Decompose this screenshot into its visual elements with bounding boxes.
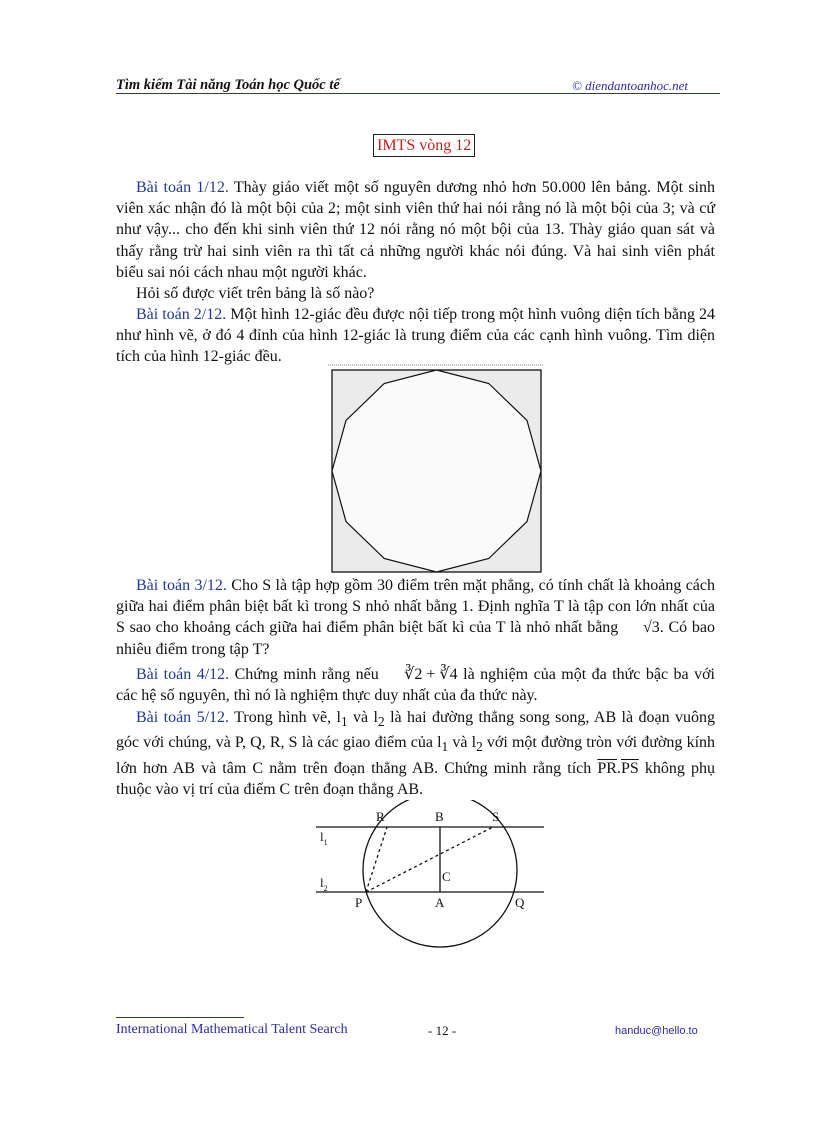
problem-5-text-e: với một đường tròn với đường kính lớn hơn AB và tâm C nằm trên đoạn thẳng AB. Chứng minh rằng tích	[116, 734, 716, 777]
segment-ps-dashed	[366, 827, 493, 892]
label-q: Q	[515, 895, 525, 910]
cbrt-math: ∛2 + ∛4	[404, 666, 458, 683]
problem-5-text-c: là hai đường thẳng song song, AB là đoạn vuông góc với chúng, và P, Q, R, S là các giao điểm của l	[116, 709, 716, 752]
problem-4-text-b: là nghiệm của một đa thức bậc ba với các hệ số nguyên, thì nó là nghiệm thực duy nhất của đa thức này.	[116, 666, 715, 705]
label-p: P	[355, 895, 363, 910]
label-s: S	[492, 809, 500, 824]
problem-1-text: Thày giáo viết một số nguyên dương nhỏ hơn 50.000 lên bảng. Một sinh viên xác nhận đó là một bội của 2; một sinh viên thứ hai nói rằng nó là một bội của 3; và cứ như vậy... cho đến khi sinh viên thứ 12 nói rằng nó một bội của 13. Thày giáo quan sát và thấy rằng trừ hai sinh viên ra thì tất cả những người khác nói đúng. Và hai sinh viên phát biểu sai nói cách nhau một người khác.	[116, 179, 715, 281]
label-l2-sub: 2	[323, 884, 328, 893]
page-number: - 12 -	[428, 1023, 457, 1038]
header-site-link[interactable]: © diendantoanhoc.net	[572, 78, 689, 93]
problem-3-text-a: Cho S là tập hợp gồm 30 điểm trên mặt phẳng, có tính chất là khoảng cách giữa hai điểm phân biệt bất kì trong S nhỏ nhất bằng 1. Định nghĩa T là tập con lớn nhất của S sao cho khoảng cách giữa hai điểm phân biệt bất kì của T là nhỏ nhất bằng	[116, 577, 716, 637]
problem-3	[116, 575, 715, 660]
problem-5-text-a: Trong hình vẽ, l	[229, 709, 341, 726]
label-l1-sub: 1	[323, 838, 328, 847]
sqrt3-math: √3	[643, 619, 660, 637]
problem-3-label: Bài toán 3/12.	[136, 577, 227, 594]
label-a: A	[435, 895, 445, 910]
l2-sub-2: 2	[476, 739, 483, 755]
label-l1-letter: l	[320, 829, 324, 844]
problem-5-text-d: và l	[448, 734, 477, 752]
label-l1	[320, 829, 328, 847]
dot-product: .	[616, 759, 621, 777]
l2-sub: 2	[378, 714, 385, 730]
label-l2-letter: l	[320, 875, 324, 890]
problem-5-label: Bài toán 5/12.	[136, 709, 230, 726]
problem-5-text-b: và l	[347, 709, 378, 726]
label-b: B	[435, 809, 444, 824]
problem-4-text-a: Chứng minh rằng nếu	[229, 666, 385, 683]
problem-4-label: Bài toán 4/12.	[136, 666, 230, 683]
segment-ps: $\overline{PS}$	[620, 759, 639, 777]
problem-1-question	[116, 283, 715, 304]
problem-3-text-b: . Có bao nhiêu điểm trong tập T?	[116, 619, 715, 658]
segment-pr: $\overline{PR}$	[597, 759, 617, 777]
problem-2-text: Một hình 12-giác đều được nội tiếp trong một hình vuông diện tích bằng 24 như hình vẽ, ở đó 4 đỉnh của hình 12-giác là trung điểm của các cạnh hình vuông. Tìm diện tích của hình 12-giác đều.	[116, 306, 715, 366]
circle-figure	[300, 800, 550, 975]
footer-rule	[116, 1017, 244, 1018]
section-title: IMTS vòng 12	[373, 134, 475, 157]
dodecagon-figure	[326, 362, 548, 576]
problem-2	[116, 304, 715, 368]
footer-title: International Mathematical Talent Search	[116, 1022, 348, 1037]
problem-1-label: Bài toán 1/12.	[136, 179, 229, 196]
footer-email[interactable]: handuc@hello.to	[615, 1025, 698, 1037]
header-title: Tìm kiếm Tài năng Toán học Quốc tế	[116, 77, 340, 93]
problem-5-text-f: không phụ thuộc vào vị trí của điểm C trên đoạn thẳng AB.	[116, 759, 716, 798]
l1-sub-2: 1	[441, 739, 449, 755]
problem-4	[116, 664, 715, 706]
problem-2-label: Bài toán 2/12.	[136, 306, 227, 323]
header-rule	[116, 93, 720, 94]
problem-1	[116, 177, 715, 283]
label-c: C	[442, 869, 451, 884]
problem-1-question-text: Hỏi số được viết trên bảng là số nào?	[136, 285, 375, 302]
l1-sub: 1	[340, 714, 348, 730]
label-l2	[320, 875, 328, 893]
label-r: R	[376, 809, 385, 824]
problem-5	[116, 707, 715, 800]
